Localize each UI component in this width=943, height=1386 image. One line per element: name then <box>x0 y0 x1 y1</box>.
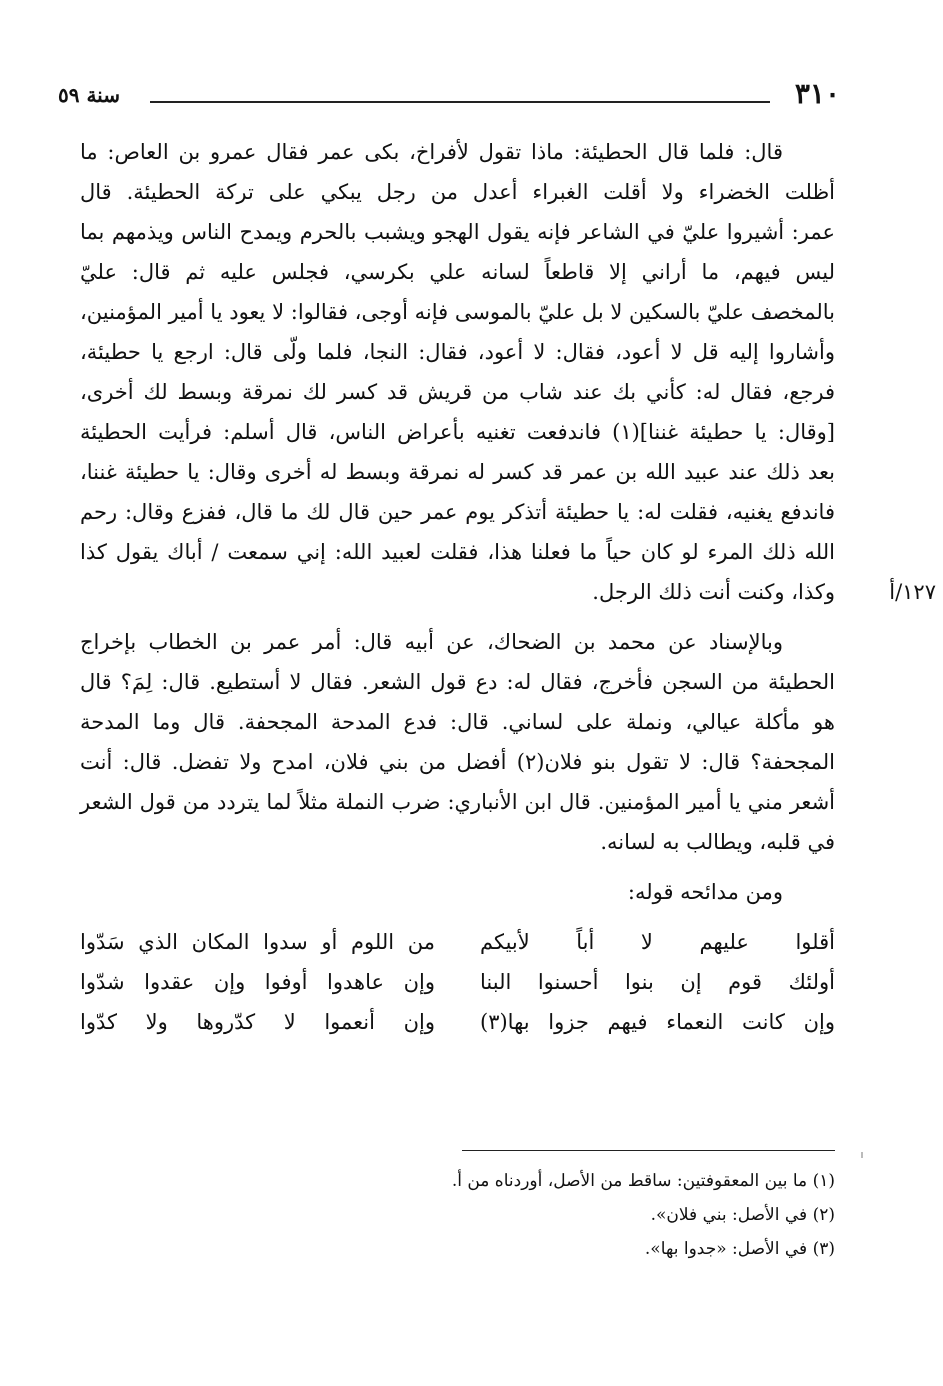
poem-intro: ومن مدائحه قوله: <box>627 880 783 904</box>
text-line: الله ذلك المرء لو كان حياً ما فعلنا هذا، فقلت لعبيد الله: إني سمعت / أباك يقول كذا <box>80 540 835 564</box>
verse-first-hemistich: أولئك قوم إن بنوا أحسنوا البنا <box>480 970 835 994</box>
verse-second-hemistich: وإن عاهدوا أوفوا وإن عقدوا شدّوا <box>80 970 435 994</box>
verse-second-hemistich: من اللوم أو سدوا المكان الذي سَدّوا <box>80 930 435 954</box>
text-line: بالمخصف عليّ بالسكين لا بل عليّ بالموسى فإنه أوجى، فقالوا: لا يعود يا أمير المؤمنين، <box>80 300 835 324</box>
text-line: عمر: أشيروا عليّ في الشاعر فإنه يقول الهجو ويشبب بالحرم ويمدح الناس ويذمهم بما <box>80 220 835 244</box>
text-line: وأشاروا إليه قل لا أعود، فقال: لا أعود، فقال: النجا، فلما ولّى قال: ارجع يا حطيئة، <box>80 340 835 364</box>
text-line: في قلبه، ويطالب به لسانه. <box>600 830 835 854</box>
folio-margin-note: ١٢٧/أ <box>889 580 936 604</box>
verse-second-hemistich: وإن أنعموا لا كدّروها ولا كدّوا <box>80 1010 435 1034</box>
text-line: الحطيئة من السجن فأخرج، فقال له: دع قول الشعر. فقال لا أستطيع. قال: لِمَ؟ قال <box>80 670 835 694</box>
year-label: سنة ٥٩ <box>58 83 120 107</box>
scan-speck <box>861 1152 863 1158</box>
text-line: أشعر مني يا أمير المؤمنين. قال ابن الأنباري: ضرب النملة مثلاً لما يتردد من قول الشعر <box>80 790 835 814</box>
verse-first-hemistich: وإن كانت النعماء فيهم جزوا بها(٣) <box>480 1010 835 1034</box>
text-line: وكذا، وكنت أنت ذلك الرجل. <box>592 580 835 604</box>
text-line: قال: فلما قال الحطيئة: ماذا تقول لأفراخ، بكى عمر فقال عمرو بن العاص: ما <box>80 140 783 164</box>
poem-verse <box>80 922 835 962</box>
footnote-rule <box>462 1150 835 1151</box>
text-line: أظلت الخضراء ولا أقلت الغبراء أعدل من رجل يبكي على تركة الحطيئة. قال <box>80 180 835 204</box>
poem-verse <box>80 1002 835 1042</box>
page-number: ٣١٠ <box>794 77 840 110</box>
text-line: فاندفع يغنيه، فقلت له: يا حطيئة أتذكر يوم عمر حين قال لك ما قال، ففزع وقال: رحم <box>80 500 835 524</box>
text-line: [وقال: يا حطيئة غننا](١) فاندفعت تغنيه بأعراض الناس، قال أسلم: فرأيت الحطيئة <box>80 420 835 444</box>
verse-first-hemistich: أقلوا عليهم لا أباً لأبيكم <box>480 930 835 954</box>
footnote: (١) ما بين المعقوفتين: ساقط من الأصل، أوردناه من أ. <box>451 1171 835 1191</box>
text-line: وبالإسناد عن محمد بن الضحاك، عن أبيه قال: أمر عمر بن الخطاب بإخراج <box>80 630 783 654</box>
footnote: (٢) في الأصل: بني فلان». <box>650 1205 835 1225</box>
text-line: هو مأكلة عيالي، ونملة على لساني. قال: فدع المدحة المجحفة. قال وما المدحة <box>80 710 835 734</box>
header-rule <box>150 101 770 103</box>
text-line: بعد ذلك عند عبيد الله بن عمر قد كسر له نمرقة وبسط له أخرى وقال: يا حطيئة غننا، <box>80 460 835 484</box>
text-line: ليس فيهم، ما أراني إلا قاطعاً لسانه علي بكرسي، فجلس عليه ثم قال: عليّ <box>80 260 835 284</box>
text-line: فرجع، فقال له: كأني بك عند شاب من قريش قد كسر لك نمرقة وبسط لك أخرى، <box>80 380 835 404</box>
poem-verse <box>80 962 835 1002</box>
footnote: (٣) في الأصل: «جدوا بها». <box>644 1239 835 1259</box>
text-line: المجحفة؟ قال: لا تقول بنو فلان(٢) أفضل من بني فلان، امدح ولا تفضل. قال: أنت <box>80 750 835 774</box>
